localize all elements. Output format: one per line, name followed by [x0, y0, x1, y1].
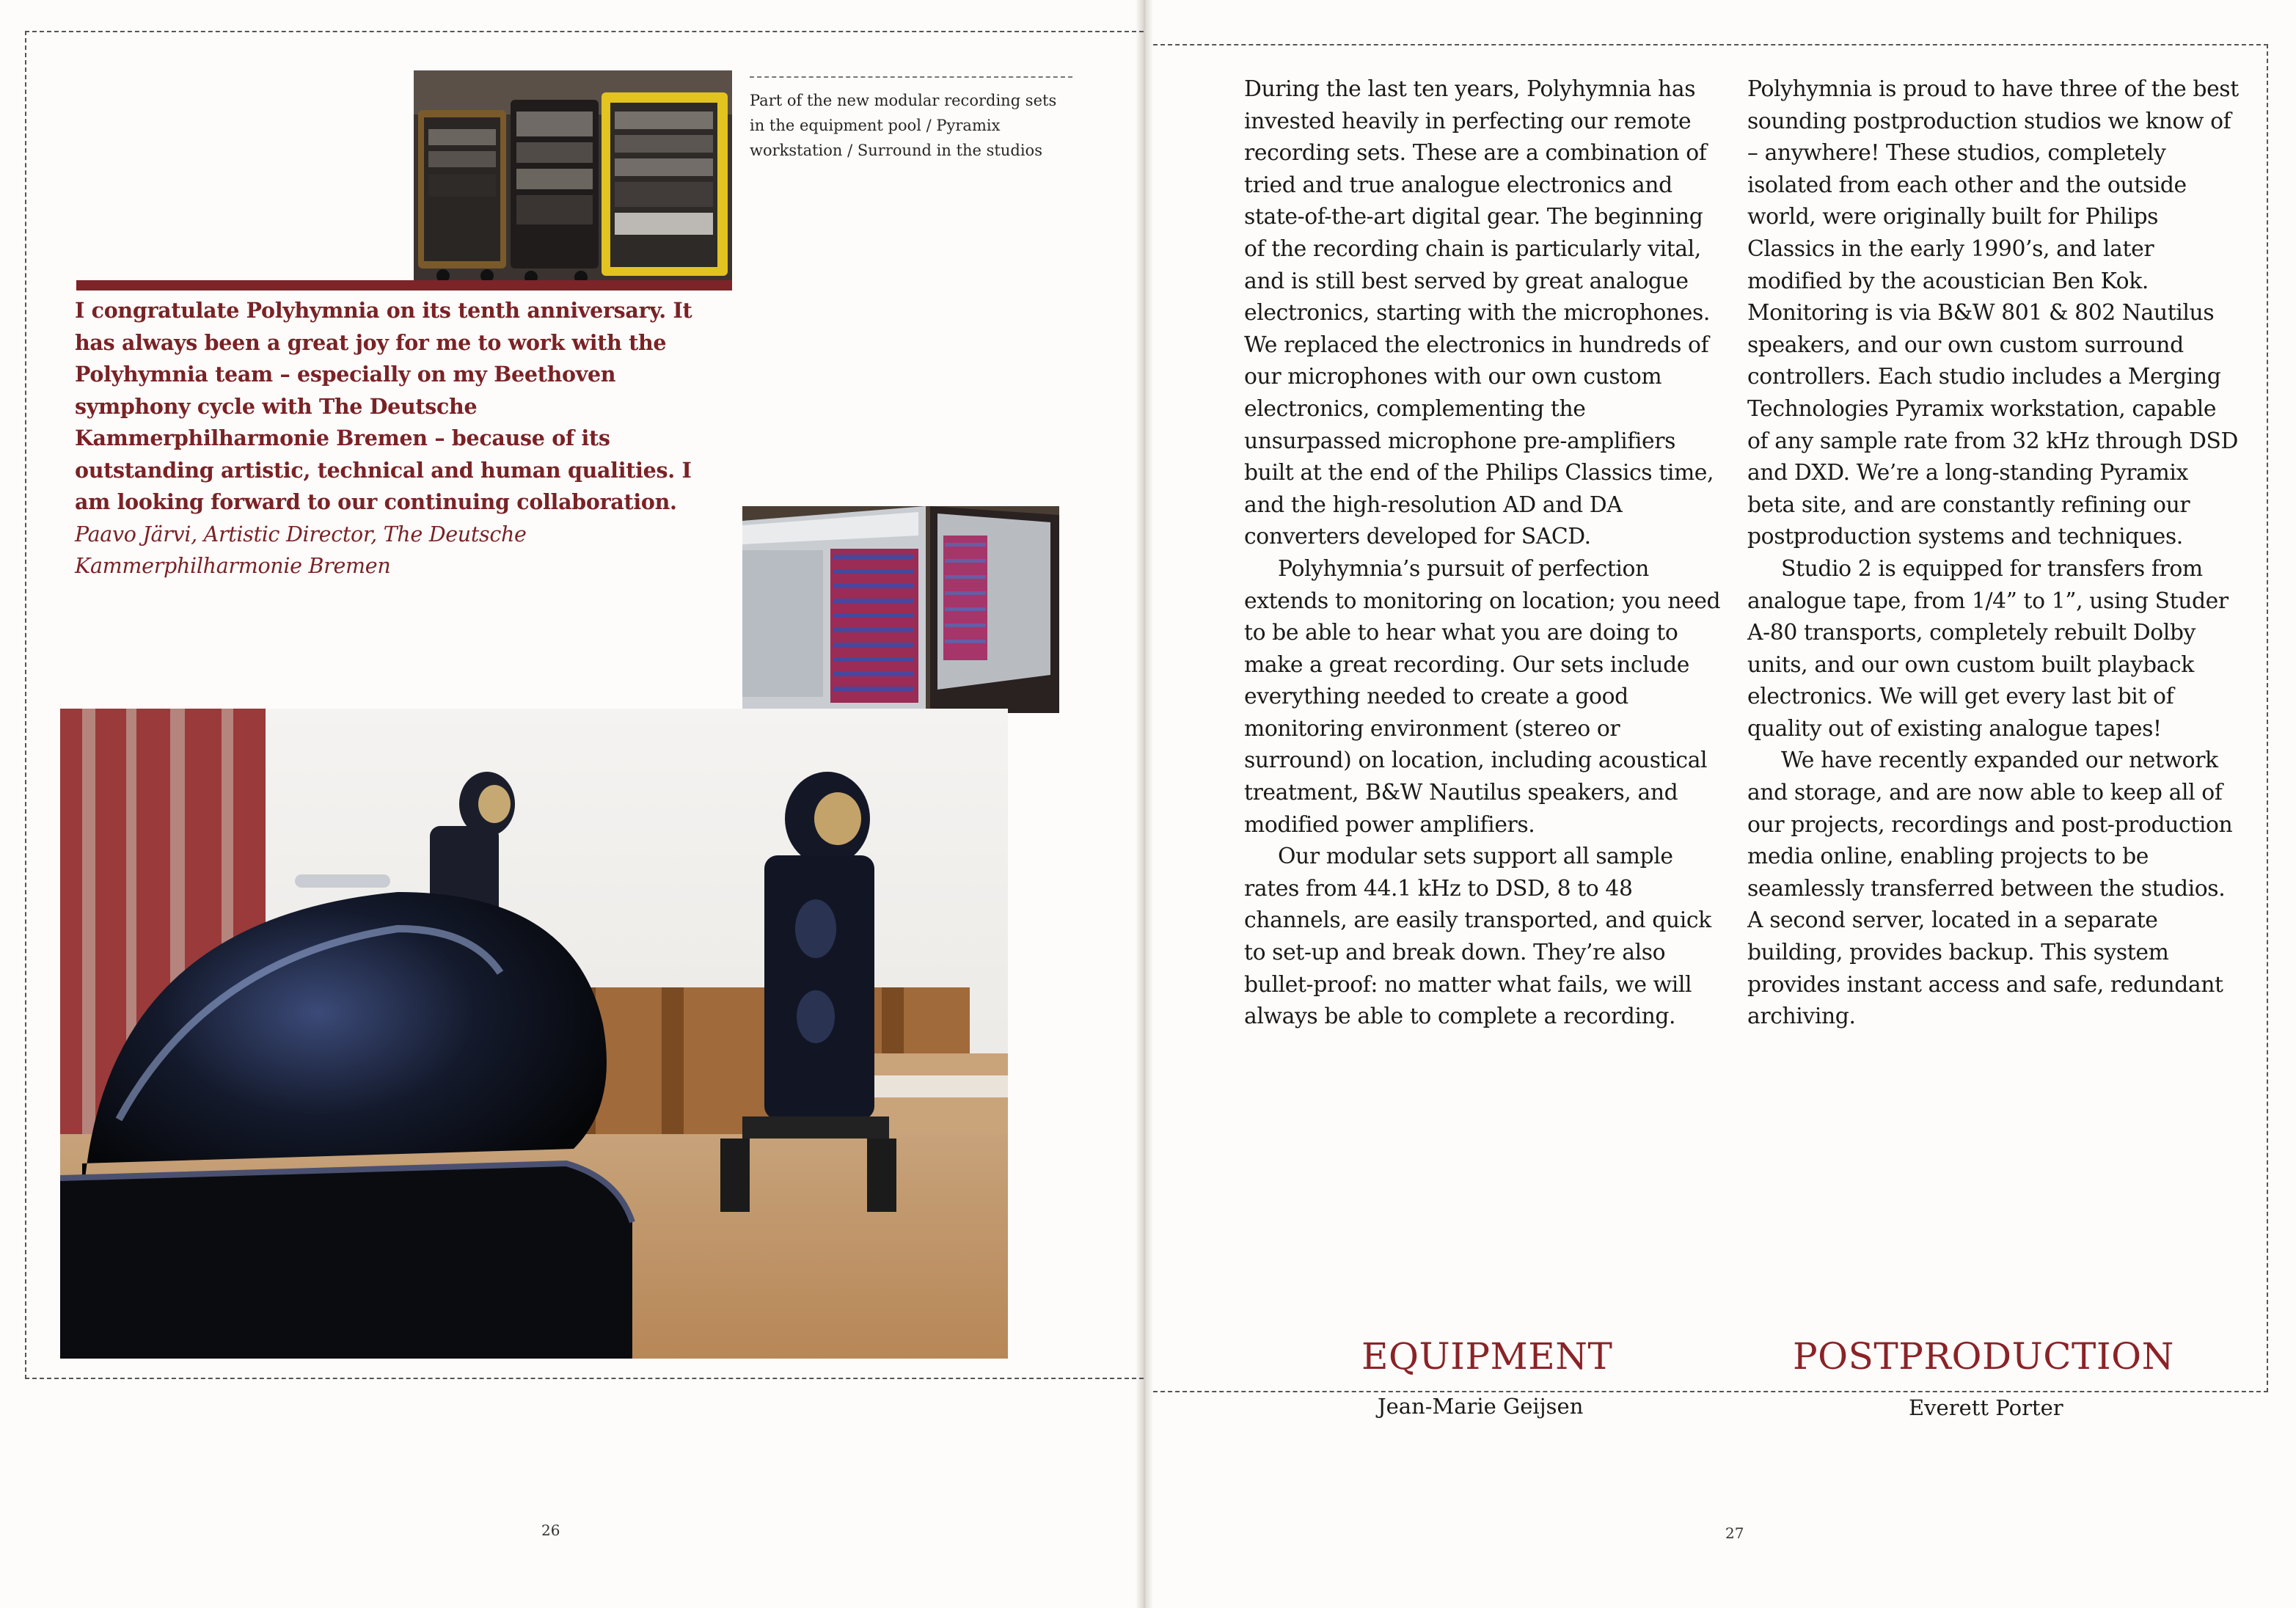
quote-rule: [76, 280, 414, 290]
studio-speakers-illustration: [60, 709, 1008, 1359]
equipment-article: [1244, 73, 1728, 1033]
equipment-racks-illustration: [414, 70, 732, 290]
equipment-paragraph-2: Polyhymnia’s pursuit of perfection extends to monitoring on location; you need to be able to hear what you are doing to make a great recording. Our sets include everything needed to create a good monitoring environment (stereo or surround) on location, including acoustical treatment, B&W Nautilus speakers, and modified power amplifiers.: [1244, 555, 1721, 838]
equipment-paragraph-3: Our modular sets support all sample rates from 44.1 kHz to DSD, 8 to 48 channels, are easily transported, and quick to set-up and break down. They’re also bullet-proof: no matter what fails, we will always be able to complete a recording.: [1244, 844, 1711, 1030]
equipment-pool-photo: [414, 70, 732, 290]
equipment-paragraph-1: During the last ten years, Polyhymnia has invested heavily in perfecting our remote recording sets. These are a combination of tried and true analogue electronics and state-of-the-art digital gear. The beginning of the recording chain is particularly vital, and is still best served by great analogue electronics, starting with the microphones. We replaced the electronics in hundreds of our microphones with our own custom electronics, complementing the unsurpassed microphone pre-amplifiers built at the end of the Philips Classics time, and the high-resolution AD and DA converters developed for SACD.: [1244, 76, 1714, 550]
postproduction-paragraph-2: Studio 2 is equipped for transfers from analogue tape, from 1/4” to 1”, using Studer A-80 transports, completely rebuilt Dolby units, and our own custom built playback electronics. We will get every last bit of quality out of existing analogue tapes!: [1747, 555, 2229, 742]
quote-text: I congratulate Polyhymnia on its tenth anniversary. It has always been a great joy for me to work with the Polyhymnia team – especially on my Beethoven symphony cycle with The Deutsche Kammerphilharmonie Bremen – because of its outstanding artistic, technical and human qualities. I am looking forward to our continuing collaboration.: [75, 298, 692, 514]
postproduction-paragraph-3: We have recently expanded our network and storage, and are now able to keep all of our projects, recordings and post-production media online, enabling projects to be seamlessly transferred between the studios. A second server, located in a separate building, provides backup. This system provides instant access and safe, redundant archiving.: [1747, 748, 2233, 1030]
quote-attribution: Paavo Järvi, Artistic Director, The Deutsche Kammerphilharmonie Bremen: [75, 522, 527, 578]
postproduction-author: Everett Porter: [1909, 1395, 2063, 1420]
workstation-screen-illustration: [742, 506, 1059, 713]
surround-studio-photo: [60, 709, 1008, 1359]
page-number-right: 27: [1725, 1524, 1744, 1542]
photo-caption: Part of the new modular recording sets in the equipment pool / Pyramix workstation / Surround in the studios: [750, 76, 1072, 163]
equipment-author: Jean-Marie Geijsen: [1378, 1394, 1584, 1419]
pull-quote: [75, 295, 728, 582]
equipment-heading: EQUIPMENT: [1361, 1335, 1613, 1378]
page-number-left: 26: [541, 1521, 560, 1539]
postproduction-article: [1747, 73, 2239, 1033]
postproduction-paragraph-1: Polyhymnia is proud to have three of the best sounding postproduction studios we know of – anywhere! These studios, completely isolated from each other and the outside world, were originally built for Philips Classics in the early 1990’s, and later modified by the acoustician Ben Kok. Monitoring is via B&W 801 & 802 Nautilus speakers, and our own custom surround controllers. Each studio includes a Merging Technologies Pyramix workstation, capable of any sample rate from 32 kHz through DSD and DXD. We’re a long-standing Pyramix beta site, and are constantly refining our postproduction systems and techniques.: [1747, 76, 2239, 550]
postproduction-heading: POSTPRODUCTION: [1793, 1335, 2174, 1378]
pyramix-workstation-photo: [742, 506, 1059, 713]
